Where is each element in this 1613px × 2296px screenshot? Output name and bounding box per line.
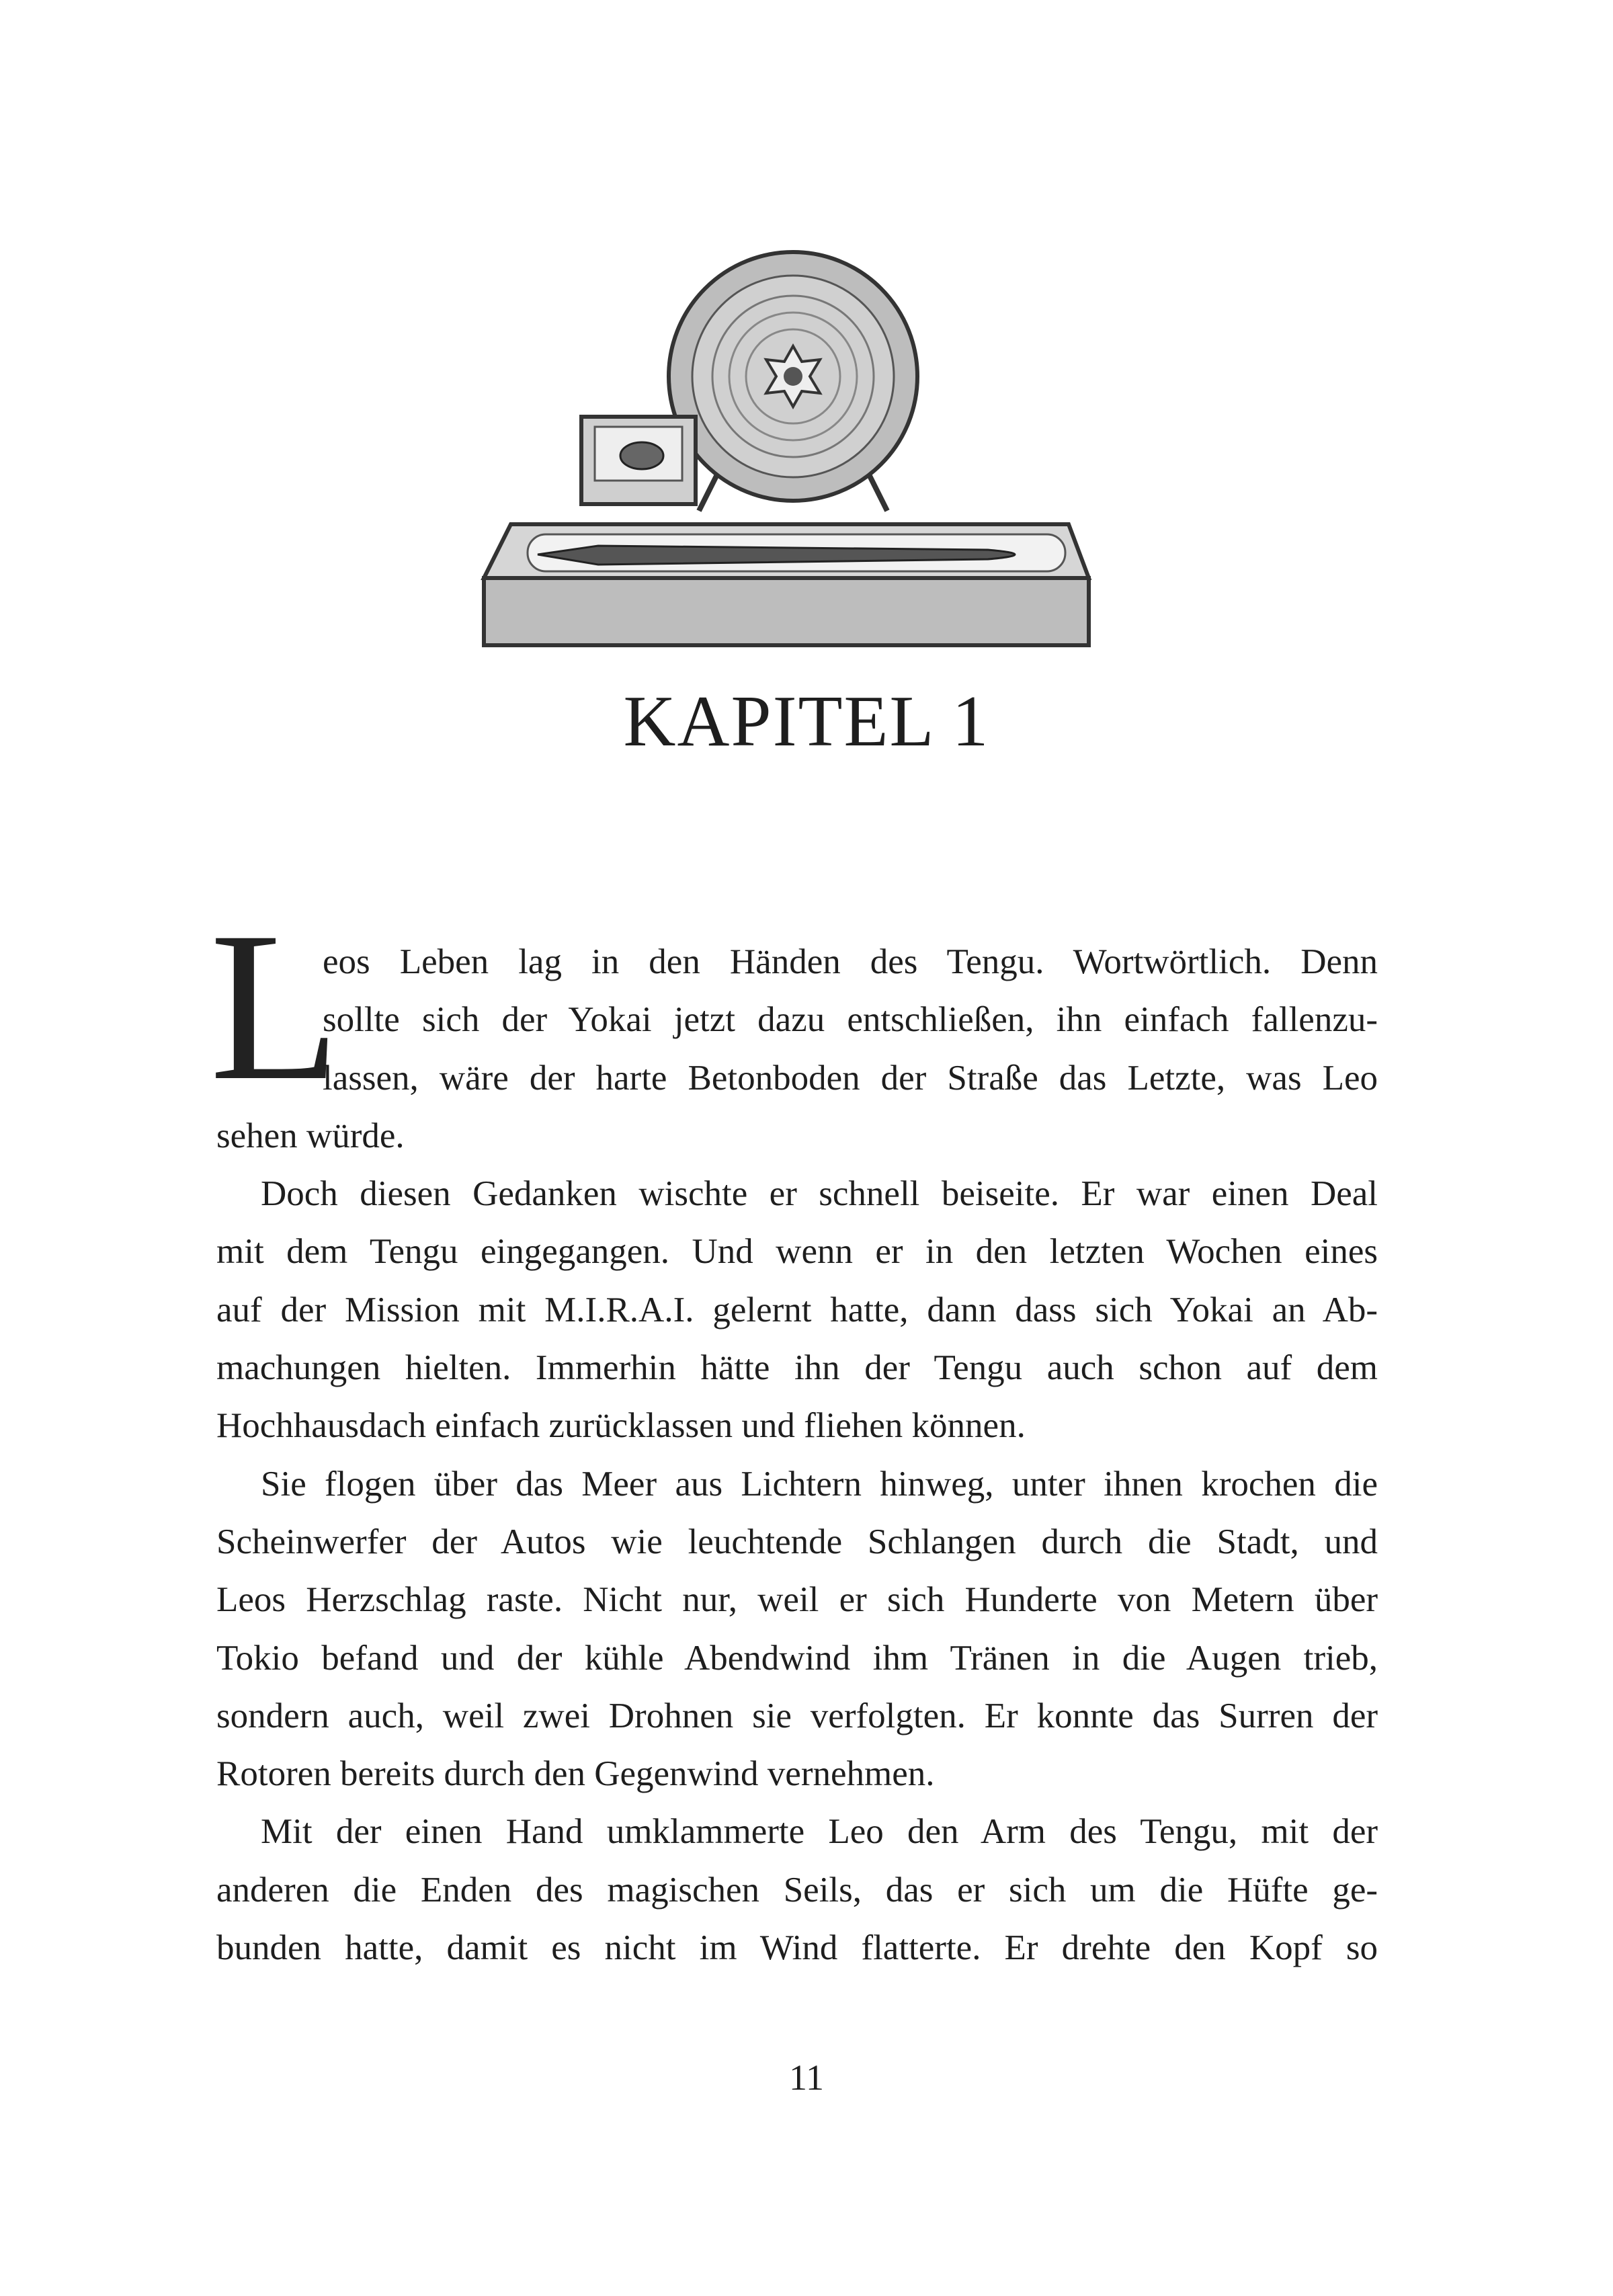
text-line: machungen hielten. Immerhin hätte ihn der Tengu auch schon auf dem — [216, 1348, 1378, 1388]
page-number: 11 — [789, 2057, 824, 2098]
text-line: sehen würde. — [216, 1116, 405, 1155]
sword-tray — [484, 524, 1089, 645]
text-line: eos Leben lag in den Händen des Tengu. Wortwörtlich. Denn — [323, 942, 1378, 981]
body-text — [216, 933, 1378, 1977]
chapter-illustration — [464, 229, 1109, 659]
text-line: sondern auch, weil zwei Drohnen sie verfolgten. Er konnte das Surren der — [216, 1696, 1378, 1735]
text-line: bunden hatte, damit es nicht im Wind flatterte. Er drehte den Kopf so — [216, 1928, 1378, 1968]
text-line: Leos Herzschlag raste. Nicht nur, weil er sich Hunderte von Metern über — [216, 1580, 1378, 1620]
text-line: Rotoren bereits durch den Gegenwind vernehmen. — [216, 1754, 935, 1794]
text-line: Doch diesen Gedanken wischte er schnell beiseite. Er war einen Deal — [261, 1174, 1378, 1214]
text-line: anderen die Enden des magischen Seils, das er sich um die Hüfte ge- — [216, 1870, 1378, 1910]
text-line: Sie flogen über das Meer aus Lichtern hinweg, unter ihnen krochen die — [261, 1464, 1378, 1504]
text-line: Mit der einen Hand umklammerte Leo den Arm des Tengu, mit der — [261, 1812, 1378, 1852]
text-line: mit dem Tengu eingegangen. Und wenn er in den letzten Wochen eines — [216, 1232, 1378, 1272]
stone-box — [581, 417, 696, 504]
text-line: Tokio befand und der kühle Abendwind ihm Tränen in die Augen trieb, — [216, 1638, 1378, 1678]
text-line: sollte sich der Yokai jetzt dazu entschließen, ihn einfach fallenzu- — [323, 1000, 1378, 1040]
chapter-title: KAPITEL 1 — [623, 682, 990, 762]
text-line: Scheinwerfer der Autos wie leuchtende Schlangen durch die Stadt, und — [216, 1522, 1378, 1561]
text-line: lassen, wäre der harte Betonboden der Straße das Letzte, was Leo — [323, 1058, 1378, 1098]
plate-on-stand — [669, 252, 917, 511]
text-line: auf der Mission mit M.I.R.A.I. gelernt hatte, dann dass sich Yokai an Ab- — [216, 1290, 1378, 1329]
drop-cap: L — [210, 888, 341, 1124]
text-line: Hochhausdach einfach zurücklassen und fliehen können. — [216, 1406, 1026, 1446]
